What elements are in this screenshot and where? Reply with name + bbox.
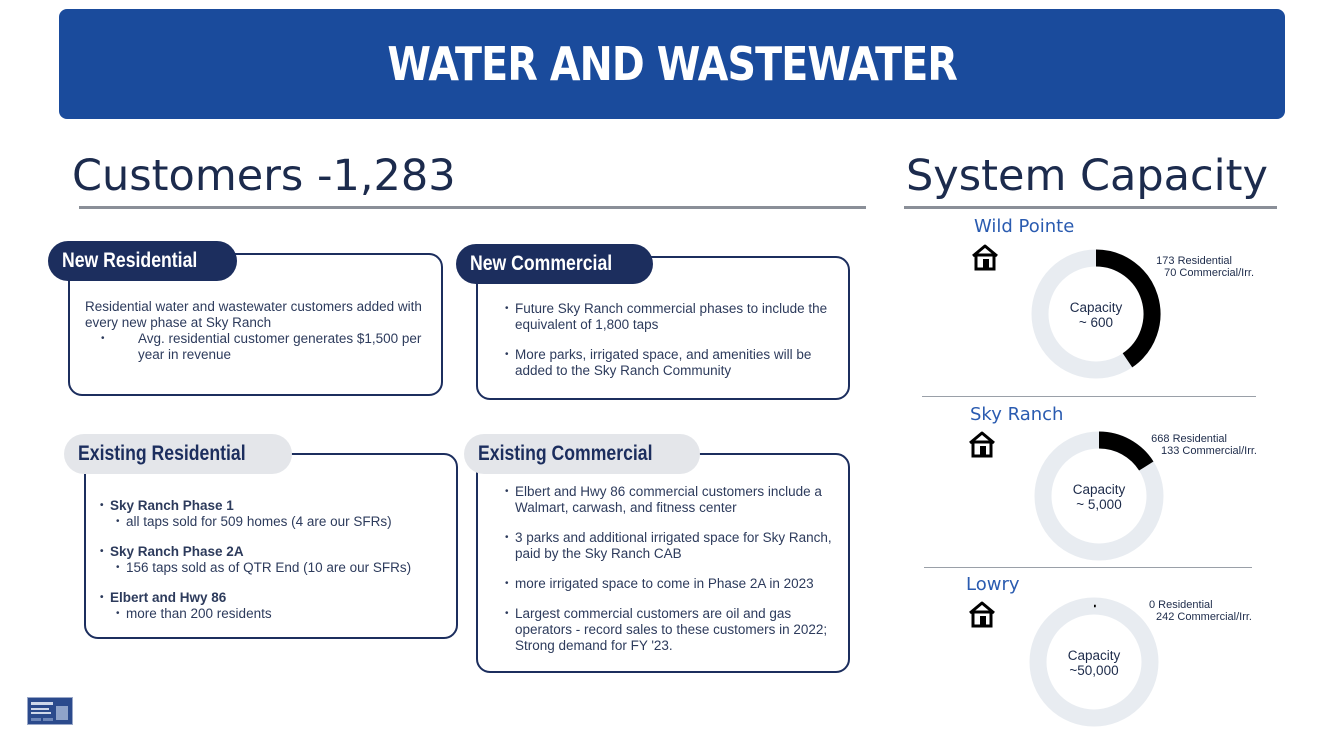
existing-residential-item [100, 498, 450, 530]
capacity-value: ~50,000 [1069, 663, 1119, 678]
capacity-rule [904, 206, 1277, 209]
residential-count: 173 Residential [1156, 255, 1232, 267]
new-commercial-bullet: • More parks, irrigated space, and amenities will be added to the Sky Ranch Community [505, 347, 840, 379]
commercial-count: 242 Commercial/Irr. [1156, 611, 1252, 623]
house-icon [970, 243, 1000, 271]
existing-commercial-label: Existing Commercial [478, 442, 653, 465]
existing-residential-box [84, 453, 458, 639]
capacity-heading: System Capacity [906, 151, 1268, 201]
capacity-title: Capacity [1072, 482, 1126, 497]
new-commercial-bullet: • Future Sky Ranch commercial phases to include the equivalent of 1,800 taps [505, 301, 840, 333]
existing-residential-item-title: • Sky Ranch Phase 1 [100, 498, 450, 514]
existing-commercial-bullet: • Elbert and Hwy 86 commercial customers include a Walmart, carwash, and fitness center [505, 484, 840, 516]
existing-residential-item-detail: • all taps sold for 509 homes (4 are our SFRs) [100, 514, 450, 530]
commercial-count: 133 Commercial/Irr. [1161, 445, 1257, 457]
existing-residential-item [100, 590, 450, 622]
capacity-label [1049, 648, 1139, 678]
house-icon [967, 600, 997, 628]
company-logo [27, 697, 73, 725]
existing-commercial-box [476, 453, 850, 673]
existing-commercial-bullet: • more irrigated space to come in Phase 2A in 2023 [505, 576, 840, 592]
site-divider [922, 396, 1256, 397]
banner-title: WATER AND WASTEWATER [387, 37, 957, 91]
site-divider [924, 567, 1252, 568]
new-residential-text: Residential water and wastewater customers added with every new phase at Sky Ranch [85, 299, 422, 330]
existing-residential-item-title: • Sky Ranch Phase 2A [100, 544, 450, 560]
site-legend [1120, 433, 1257, 457]
capacity-title: Capacity [1069, 300, 1123, 315]
capacity-value: ~ 600 [1078, 315, 1114, 330]
site-name-lowry: Lowry [966, 574, 1020, 595]
existing-residential-label: Existing Residential [78, 442, 246, 465]
customers-heading: Customers -1,283 [72, 151, 456, 201]
site-legend [1110, 599, 1252, 623]
capacity-label [1054, 482, 1144, 512]
residential-count: 0 Residential [1149, 599, 1213, 611]
house-icon [967, 430, 997, 458]
existing-residential-item [100, 544, 450, 576]
residential-count: 668 Residential [1151, 433, 1227, 445]
new-residential-label: New Residential [62, 249, 198, 272]
existing-residential-item-detail: • 156 taps sold as of QTR End (10 are our SFRs) [100, 560, 450, 576]
existing-commercial-pill [464, 434, 700, 474]
new-residential-bullet: • Avg. residential customer generates $1,500 per year in revenue [85, 331, 435, 363]
commercial-count: 70 Commercial/Irr. [1164, 267, 1254, 279]
customers-rule [79, 206, 866, 209]
new-commercial-label: New Commercial [470, 252, 613, 275]
existing-commercial-bullet: • Largest commercial customers are oil and gas operators - record sales to these customers in 2022; Strong demand for FY '23. [505, 606, 840, 654]
site-name-sky-ranch: Sky Ranch [970, 404, 1064, 425]
site-legend [1120, 255, 1254, 279]
existing-residential-pill [64, 434, 292, 474]
existing-residential-item-detail: • more than 200 residents [100, 606, 450, 622]
capacity-label [1051, 300, 1141, 330]
title-banner [59, 9, 1285, 119]
existing-commercial-bullet: • 3 parks and additional irrigated space for Sky Ranch, paid by the Sky Ranch CAB [505, 530, 840, 562]
site-name-wild-pointe: Wild Pointe [974, 216, 1075, 237]
existing-residential-item-title: • Elbert and Hwy 86 [100, 590, 450, 606]
new-commercial-pill [456, 244, 653, 284]
capacity-title: Capacity [1067, 648, 1121, 663]
new-residential-pill [48, 241, 237, 281]
capacity-value: ~ 5,000 [1076, 497, 1122, 512]
